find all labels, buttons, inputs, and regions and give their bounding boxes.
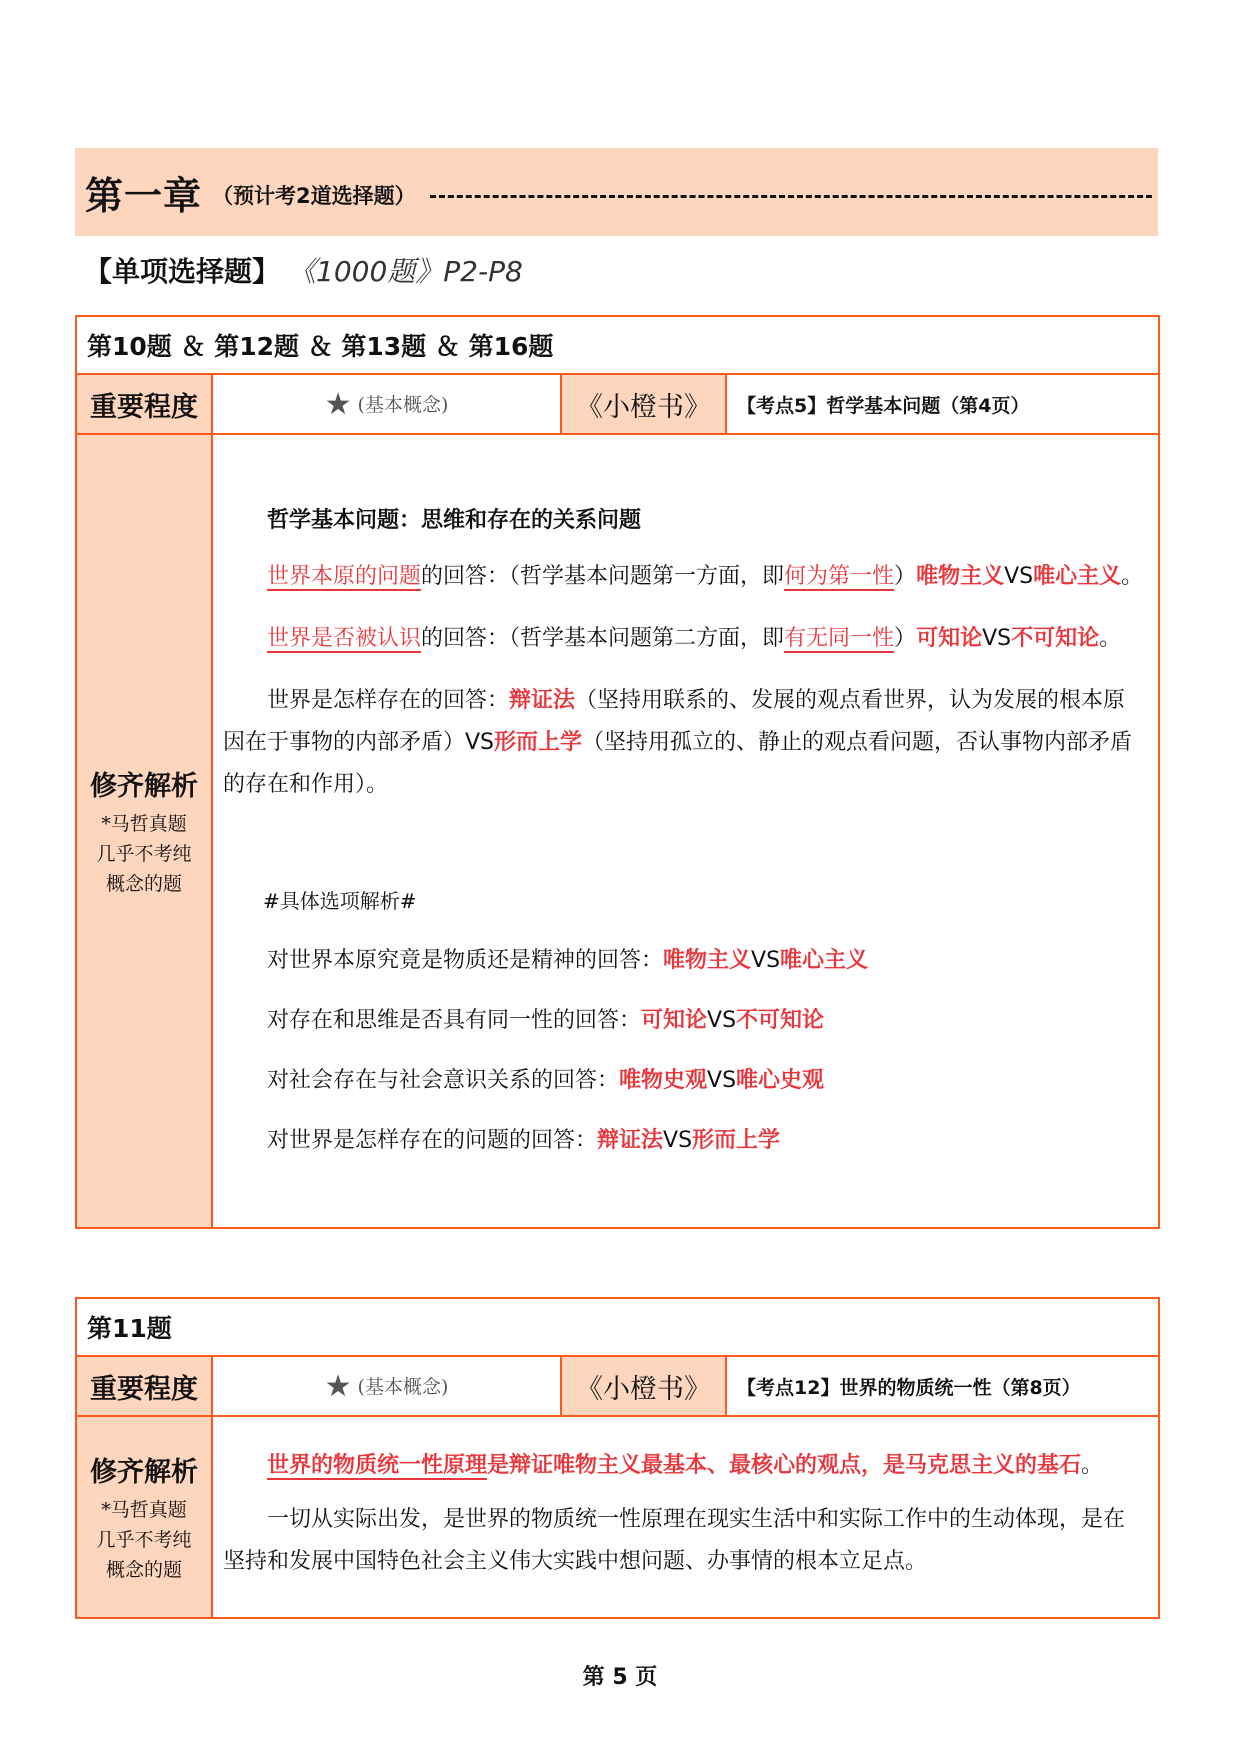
option-line: 对世界是怎样存在的问题的回答：辩证法VS形而上学: [267, 1128, 781, 1153]
chapter-title: 第一章: [85, 173, 203, 218]
book-label: 《小橙书》: [561, 374, 726, 434]
analysis-content: [212, 434, 1159, 1228]
analysis-label-cell: [76, 1416, 212, 1618]
paragraph-dialectics: 世界是怎样存在的回答：辩证法（坚持用联系的、发展的观点看世界，认为发展的根本原因在于事物的内部矛盾）VS形而上学（坚持用孤立的、静止的观点看问题，否认事物内部矛盾的存在和作用）。: [223, 688, 1133, 797]
section-reference: 《1000题》P2-P8: [288, 255, 523, 288]
analysis-note: *马哲真题几乎不考纯概念的题: [96, 812, 192, 895]
star-icon: ★: [324, 386, 352, 422]
analysis-label-cell: [76, 434, 212, 1228]
importance-label: 重要程度: [76, 1356, 212, 1416]
knowledge-point: 【考点12】世界的物质统一性（第8页）: [726, 1356, 1159, 1416]
question-header: 第11题: [76, 1298, 1159, 1356]
importance-rating: [212, 1356, 561, 1416]
option-line: 对社会存在与社会意识关系的回答：唯物史观VS唯心史观: [267, 1068, 825, 1093]
importance-note: (基本概念): [357, 1375, 449, 1398]
question-header: 第10题 ＆ 第12题 ＆ 第13题 ＆ 第16题: [76, 316, 1159, 374]
paragraph-ontology: 世界本原的问题的回答：（哲学基本问题第一方面，即何为第一性）唯物主义VS唯心主义。: [267, 564, 1144, 589]
option-line: 对存在和思维是否具有同一性的回答：可知论VS不可知论: [267, 1008, 825, 1033]
paragraph-practice: 一切从实际出发，是世界的物质统一性原理在现实生活中和实际工作中的生动体现，是在坚持和发展中国特色社会主义伟大实践中想问题、办事情的根本立足点。: [223, 1507, 1126, 1574]
star-icon: ★: [324, 1368, 352, 1404]
chapter-header: [75, 148, 1158, 236]
importance-rating: [212, 374, 561, 434]
analysis-label: 修齐解析: [90, 1456, 198, 1488]
analysis-note: *马哲真题几乎不考纯概念的题: [96, 1498, 192, 1581]
option-line: 对世界本原究竟是物质还是精神的回答：唯物主义VS唯心主义: [267, 948, 869, 973]
importance-label: 重要程度: [76, 374, 212, 434]
question-table-1: [75, 315, 1160, 1229]
importance-note: (基本概念): [357, 393, 449, 416]
topic-line: 哲学基本问题：思维和存在的关系问题: [267, 508, 642, 533]
options-title: #具体选项解析#: [263, 889, 417, 913]
book-label: 《小橙书》: [561, 1356, 726, 1416]
chapter-note: （预计考2道选择题）: [212, 184, 416, 208]
paragraph-epistemology: 世界是否被认识的回答：（哲学基本问题第二方面，即有无同一性）可知论VS不可知论。: [267, 626, 1122, 651]
analysis-content: [212, 1416, 1159, 1618]
dashed-divider: [430, 195, 1152, 198]
section-title: [84, 250, 523, 290]
page-number: 第 5 页: [582, 1665, 658, 1690]
section-label: 【单项选择题】: [84, 255, 281, 288]
question-table-2: [75, 1297, 1160, 1619]
paragraph-principle: 世界的物质统一性原理是辩证唯物主义最基本、最核心的观点，是马克思主义的基石。: [267, 1453, 1104, 1478]
analysis-label: 修齐解析: [90, 770, 198, 802]
knowledge-point: 【考点5】哲学基本问题（第4页）: [726, 374, 1159, 434]
